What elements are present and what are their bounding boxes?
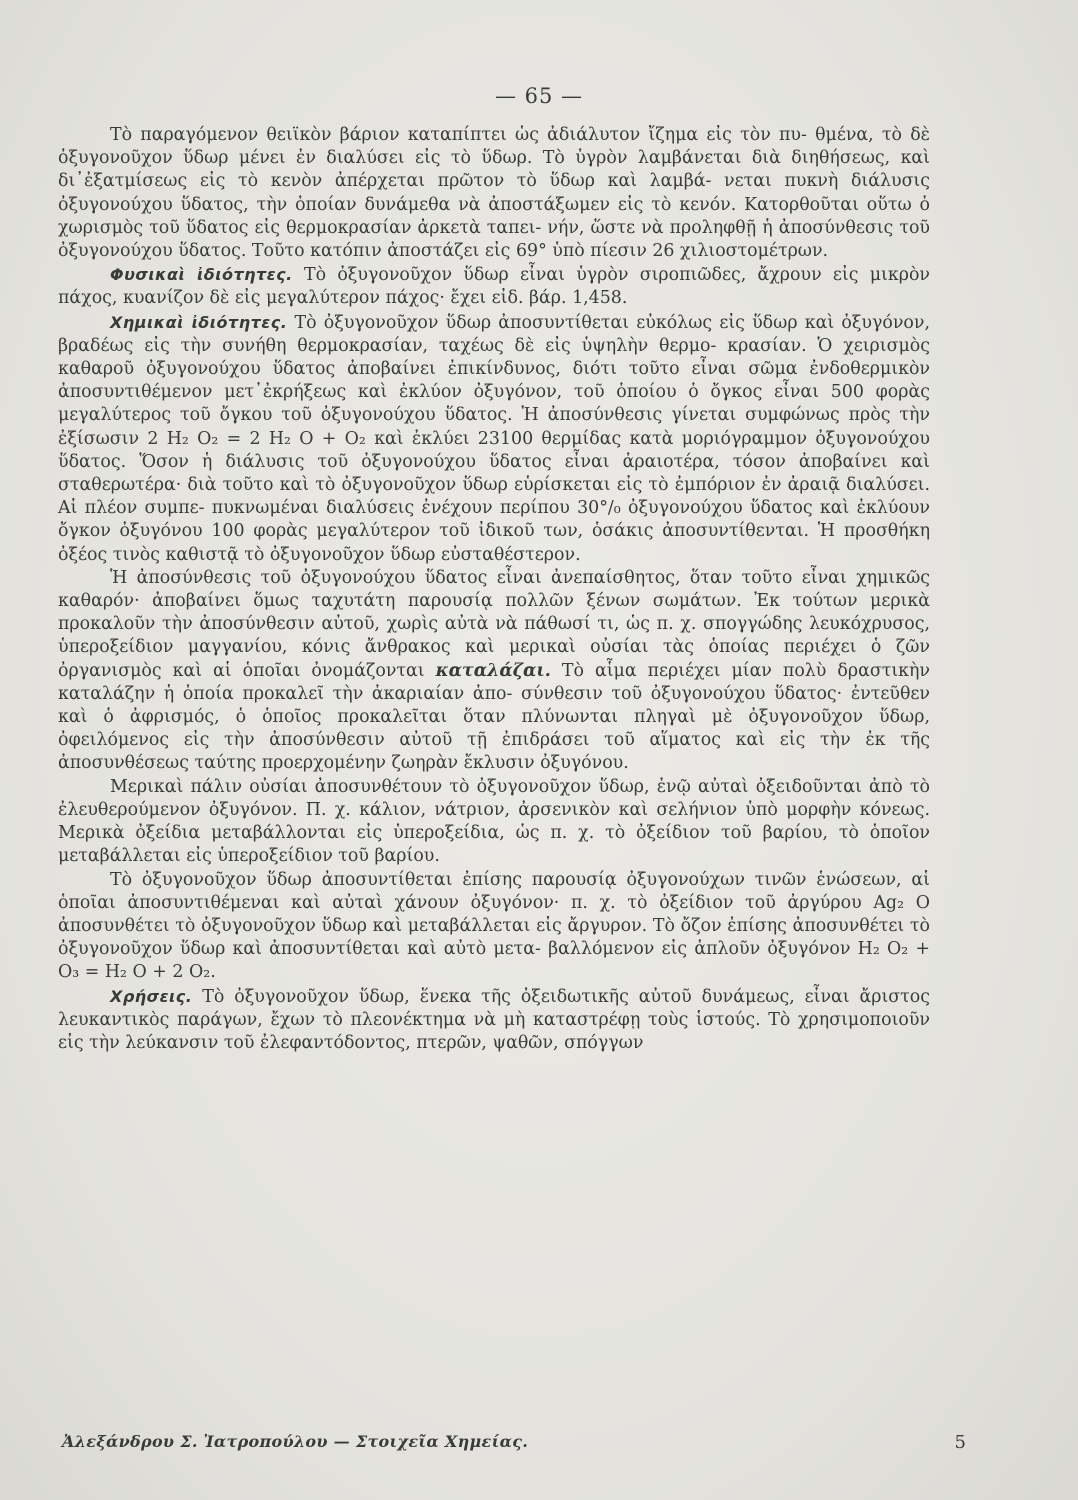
paragraph-text: Τὸ ὀξυγονοῦχον ὕδωρ ἀποσυντίθεται ἐπίσης παρουσίᾳ ὀξυγονούχων τινῶν ἑνώσεων, αἱ ὁποῖαι ἀποσυντιθέμεναι καὶ αὐταὶ χάνουν ὀξυγόνον· π. χ. τὸ ὀξείδιον τοῦ ἀργύρου	[58, 869, 930, 913]
paragraph-oxidized-substances: Μερικαὶ πάλιν οὐσίαι ἀποσυνθέτουν τὸ ὀξυγονοῦχον ὕδωρ, ἐνῷ αὐταὶ ὀξειδοῦνται ἀπὸ τὸ ἐλευθερούμενον ὀξυγόνον. Π. χ. κάλιον, νάτριον, ἀρσενικὸν καὶ σελήνιον ὑπὸ μορφὴν κόνεως. Μερικὰ ὀξείδια μεταβάλλονται εἰς ὑπεροξείδια, ὡς π. χ. τὸ ὀξείδιον τοῦ βαρίου, τὸ ὁποῖον μεταβάλλεται εἰς ὑπεροξείδιον τοῦ βαρίου.	[58, 776, 930, 867]
emphasized-term: καταλάζαι.	[435, 660, 551, 681]
page-footer	[62, 1432, 966, 1451]
paragraph-oxygen-compounds	[58, 869, 930, 985]
paragraph-chemical-properties	[58, 311, 930, 567]
paragraph-uses	[58, 985, 930, 1056]
paragraph-physical-properties	[58, 263, 930, 310]
page-number: — 65 —	[494, 84, 584, 108]
paragraph-preparation: Τὸ παραγόμενον θειϊκὸν βάριον καταπίπτει ὡς ἀδιάλυτον ἴζημα εἰς τὸν πυ- θμένα, τὸ δὲ ὀξυγονοῦχον ὕδωρ μένει ἐν διαλύσει εἰς τὸ ὕδωρ. Τὸ ὑγρὸν λαμβάνεται διὰ διηθήσεως, καὶ δι᾽ἐξατμίσεως εἰς τὸ κενὸν ἀπέρχεται πρῶτον τὸ ὕδωρ καὶ λαμβά- νεται πυκνὴ διάλυσις ὀξυγονούχου ὕδατος, τὴν ὁποίαν δυνάμεθα νὰ ἀποστάξωμεν εἰς τὸ κενόν. Κατορθοῦται οὕτω ὁ χωρισμὸς τοῦ ὕδατος εἰς θερμοκρασίαν ἀρκετὰ ταπει- νήν, ὥστε νὰ προληφθῇ ἡ ἀποσύνθεσις τοῦ ὀξυγονούχου ὕδατος. Τοῦτο κατόπιν ἀποστάζει εἰς 69° ὑπὸ πίεσιν 26 χιλιοστομέτρων.	[58, 125, 930, 262]
paragraph-text: καὶ ἐκλύει 23100 θερμίδας κατὰ μοριόγραμμον ὀξυγονούχου ὕδατος. Ὅσον ἡ διάλυσις τοῦ ὀξυγονούχου ὕδατος εἶναι ἀραιοτέρα, τόσον ἀποβαίνει καὶ σταθερωτέρα· διὰ τοῦτο καὶ τὸ ὀξυγονοῦχον ὕδωρ εὑρίσκεται εἰς τὸ ἐμπόριον ἐν ἀραιᾷ διαλύσει. Αἱ πλέον συμπε- πυκνωμέναι διαλύσεις ἐνέχουν περίπου 30°/₀ ὀξυγονούχου ὕδατος καὶ ἐκλύουν ὄγκον ὀξυγόνου 100 φορὰς μεγαλύτερον τοῦ ἰδικοῦ των, ὁσάκις ἀποσυντίθενται. Ἡ προσθήκη ὀξέος τινὸς καθιστᾷ τὸ ὀξυγονοῦχον ὕδωρ εὐσταθέστερον.	[58, 428, 930, 565]
paragraph-text: ἀποσυνθέτει τὸ ὀξυγονοῦχον ὕδωρ καὶ μεταβάλλεται εἰς ἄργυρον. Τὸ ὄζον ἐπίσης ἀποσυνθέτει τὸ ὀξυγονοῦχον ὕδωρ καὶ ἀποσυντίθεται καὶ αὐτὸ μετα- βαλλόμενον εἰς ἁπλοῦν ὀξυγόνον	[58, 915, 930, 960]
equation-decomposition: 2 H₂ O₂ = 2 H₂ O + O₂	[147, 428, 366, 449]
body-text	[58, 124, 930, 1055]
paragraph-catalysts	[58, 567, 930, 776]
paragraph-text: Ἡ ἀποσύνθεσις τοῦ ὀξυγονούχου ὕδατος εἶναι ἀνεπαίσθητος, ὅταν τοῦτο εἶναι χημικῶς καθαρόν· ἀποβαίνει ὅμως ταχυτάτη παρουσίᾳ πολλῶν ξένων σωμάτων. Ἐκ τούτων μερικὰ προκαλοῦν τὴν ἀποσύνθεσιν αὐτοῦ, χωρὶς αὐτὰ νὰ πάθωσί τι, ὡς π. χ. σπογγώδης λευκόχρυσος, ὑπεροξείδιον μαγγανίου, κόνις ἄνθρακος καὶ μερικαὶ οὐσίαι τὰς ὁποίας περιέχει ὁ ζῶν ὀργανισμὸς καὶ αἱ ὁποῖαι ὀνομάζονται	[58, 567, 930, 681]
paragraph-text: Τὸ ὀξυγονοῦχον ὕδωρ εἶναι ὑγρὸν σιροπιῶδες, ἄχρουν εἰς μικρὸν πάχος, κυανίζον δὲ εἰς μεγαλύτερον πάχος· ἔχει εἰδ. βάρ. 1,458.	[58, 265, 930, 309]
footer-signature-number: 5	[954, 1432, 966, 1453]
footer-author-title: Ἀλεξάνδρου Σ. Ἰατροπούλου — Στοιχεῖα Χημείας.	[62, 1432, 529, 1451]
formula-silver-oxide: Ag₂ O	[873, 892, 930, 913]
section-heading-chemical: Χημικαὶ ἰδιότητες.	[110, 312, 288, 332]
paragraph-text: Τὸ ὀξυγονοῦχον ὕδωρ ἀποσυντίθεται εὐκόλως εἰς ὕδωρ καὶ ὀξυγόνον, βραδέως εἰς τὴν συνήθη θερμοκρασίαν, ταχέως δὲ εἰς ὑψηλὴν θερμο- κρασίαν. Ὁ χειρισμὸς καθαροῦ ὀξυγονούχου ὕδατος ἀποβαίνει ἐπικίνδυνος, διότι τοῦτο εἶναι σῶμα ἐνδοθερμικὸν ἀποσυντιθέμενον μετ᾽ἐκρήξεως καὶ ἐκλύον ὀξυγόνον, τοῦ ὁποίου ὁ ὄγκος εἶναι 500 φορὰς μεγαλύτερος τοῦ ὄγκου τοῦ ὀξυγονούχου ὕδατος. Ἡ ἀποσύνθεσις γίνεται συμφώνως πρὸς τὴν ἐξίσωσιν	[58, 312, 930, 449]
section-heading-uses: Χρήσεις.	[110, 986, 193, 1006]
paragraph-text: Τὸ αἷμα περιέχει μίαν πολὺ δραστικὴν καταλάζην ἡ ὁποία προκαλεῖ τὴν ἀκαριαίαν ἀπο- σύνθεσιν τοῦ ὀξυγονούχου ὕδατος· ἐντεῦθεν καὶ ὁ ἀφρισμός, ὁ ὁποῖος προκαλεῖται ὅταν πλύνωνται πληγαὶ μὲ ὀξυγονοῦχον ὕδωρ, ὀφειλόμενος εἰς τὴν ἀποσύνθεσιν αὐτοῦ τῇ ἐπιδράσει τοῦ αἵματος καὶ εἰς τὴν ἐκ τῆς ἀποσυνθέσεως ταύτης προερχομένην ζωηρὰν ἔκλυσιν ὀξυγόνου.	[58, 660, 931, 774]
paragraph-text: Τὸ ὀξυγονοῦχον ὕδωρ, ἕνεκα τῆς ὀξειδωτικῆς αὐτοῦ δυνάμεως, εἶναι ἄριστος λευκαντικὸς παράγων, ἔχων τὸ πλεονέκτημα νὰ μὴ καταστρέφῃ τοὺς ἱστούς. Τὸ χρησιμοποιοῦν εἰς τὴν λεύκανσιν τοῦ ἐλεφαντόδοντος, πτερῶν, ψαθῶν, σπόγγων	[58, 986, 931, 1053]
section-heading-physical: Φυσικαὶ ἰδιότητες.	[110, 265, 293, 285]
equation-ozone: H₂ O₂ + O₃ = H₂ O + 2 O₂.	[58, 939, 930, 983]
